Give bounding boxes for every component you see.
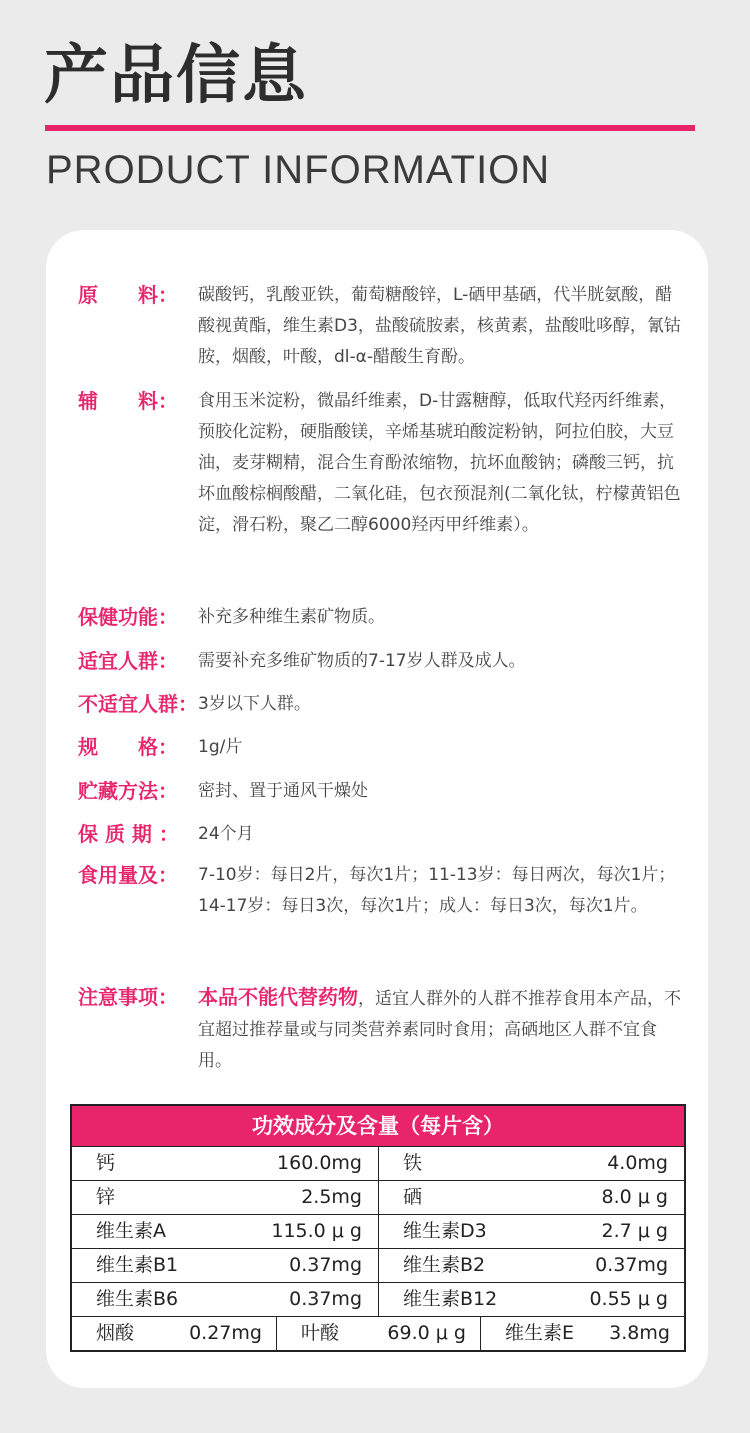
info-text: 7-10岁：每日2片，每次1片；11-13岁：每日两次，每次1片；14-17岁：每日3次，每次1片；成人：每日3次，每次1片。	[198, 865, 676, 916]
info-label: 规 格：	[78, 735, 178, 759]
info-row-notes	[78, 982, 688, 1077]
info-row-function	[78, 602, 688, 633]
table-cell	[276, 1317, 480, 1350]
table-cell	[480, 1317, 684, 1350]
info-label: 食用量及：	[78, 863, 178, 887]
nutrient-value: 0.37mg	[289, 1288, 362, 1310]
nutrient-value: 115.0 μ g	[271, 1220, 362, 1242]
notes-text: ，适宜人群外的人群不推荐食用本产品，不宜超过推荐量或与同类营养素同时食用；高硒地区人群不宜食用。	[198, 989, 681, 1071]
info-text: 碳酸钙，乳酸亚铁，葡萄糖酸锌，L-硒甲基硒，代半胱氨酸，醋酸视黄酯，维生素D3，盐酸硫胺素，核黄素，盐酸吡哆醇，氰钴胺，烟酸，叶酸，dl-α-醋酸生育酚。	[198, 285, 681, 367]
table-cell	[378, 1215, 684, 1248]
nutrient-name: 钙	[96, 1152, 116, 1174]
table-cell	[378, 1147, 684, 1180]
info-row-target	[78, 646, 688, 677]
info-label: 保健功能：	[78, 605, 178, 629]
info-row-ingredients	[78, 280, 688, 373]
nutrient-name: 维生素A	[96, 1220, 166, 1242]
info-row-storage	[78, 776, 688, 807]
nutrient-value: 0.37mg	[289, 1254, 362, 1276]
info-row-excipients	[78, 386, 688, 541]
info-label: 不适宜人群：	[78, 692, 198, 716]
info-text: 补充多种维生素矿物质。	[198, 607, 385, 627]
info-text: 1g/片	[198, 737, 243, 757]
info-text: 需要补充多维矿物质的7-17岁人群及成人。	[198, 651, 526, 671]
info-text: 24个月	[198, 824, 254, 844]
nutrient-name: 叶酸	[300, 1322, 339, 1344]
table-cell	[72, 1181, 378, 1214]
nutrient-name: 烟酸	[96, 1322, 135, 1344]
nutrient-name: 维生素B1	[96, 1254, 179, 1276]
info-label: 贮藏方法：	[78, 779, 178, 803]
table-row	[72, 1316, 684, 1350]
nutrient-name: 维生素B12	[403, 1288, 498, 1310]
nutrient-value: 0.27mg	[189, 1322, 262, 1344]
table-row	[72, 1180, 684, 1214]
table-cell	[72, 1215, 378, 1248]
nutrient-name: 维生素B6	[96, 1288, 179, 1310]
info-label: 保 质 期 ：	[78, 822, 179, 846]
nutrient-name: 维生素E	[504, 1322, 574, 1344]
nutrient-name: 铁	[403, 1152, 423, 1174]
nutrient-name: 维生素D3	[403, 1220, 487, 1242]
table-row	[72, 1248, 684, 1282]
info-text	[198, 982, 688, 1077]
nutrient-value: 160.0mg	[277, 1152, 362, 1174]
nutrient-value: 0.37mg	[595, 1254, 668, 1276]
notes-emphasis: 本品不能代替药物	[198, 985, 358, 1009]
table-row	[72, 1282, 684, 1316]
info-label: 原 料：	[78, 283, 178, 307]
info-text: 3岁以下人群。	[198, 694, 311, 714]
nutrient-value: 4.0mg	[607, 1152, 668, 1174]
nutrient-table	[70, 1104, 686, 1352]
nutrient-name: 维生素B2	[403, 1254, 486, 1276]
table-cell	[378, 1181, 684, 1214]
title-underline	[45, 125, 695, 131]
nutrient-value: 0.55 μ g	[589, 1288, 668, 1310]
info-row-not-target	[78, 689, 688, 720]
page-subtitle: PRODUCT INFORMATION	[46, 148, 551, 192]
info-row-dosage	[78, 860, 688, 922]
table-row	[72, 1214, 684, 1248]
nutrient-value: 3.8mg	[609, 1322, 670, 1344]
info-label: 适宜人群：	[78, 649, 178, 673]
info-text: 食用玉米淀粉，微晶纤维素，D-甘露糖醇，低取代羟丙纤维素，预胶化淀粉，硬脂酸镁，辛烯基琥珀酸淀粉钠，阿拉伯胶，大豆油，麦芽糊精，混合生育酚浓缩物，抗坏血酸钠；磷酸三钙，抗坏血酸棕榈酸醋，二氧化硅，包衣预混剂(二氧化钛，柠檬黄铝色淀，滑石粉，聚乙二醇6000羟丙甲纤维素）。	[198, 391, 681, 535]
nutrient-value: 2.7 μ g	[601, 1220, 668, 1242]
nutrient-value: 8.0 μ g	[601, 1186, 668, 1208]
info-label: 注意事项：	[78, 985, 178, 1009]
nutrient-name: 锌	[96, 1186, 116, 1208]
table-row	[72, 1146, 684, 1180]
table-cell	[72, 1317, 276, 1350]
info-label: 辅 料：	[78, 389, 178, 413]
nutrient-value: 69.0 μ g	[387, 1322, 466, 1344]
table-cell	[378, 1249, 684, 1282]
table-title: 功效成分及含量（每片含）	[72, 1106, 684, 1146]
nutrient-name: 硒	[403, 1186, 423, 1208]
nutrient-value: 2.5mg	[301, 1186, 362, 1208]
info-row-shelf-life	[78, 819, 688, 850]
page-title: 产品信息	[44, 39, 308, 113]
table-cell	[72, 1283, 378, 1316]
info-row-spec	[78, 732, 688, 763]
info-text: 密封、置于通风干燥处	[198, 781, 368, 801]
table-cell	[72, 1249, 378, 1282]
table-cell	[72, 1147, 378, 1180]
table-cell	[378, 1283, 684, 1316]
